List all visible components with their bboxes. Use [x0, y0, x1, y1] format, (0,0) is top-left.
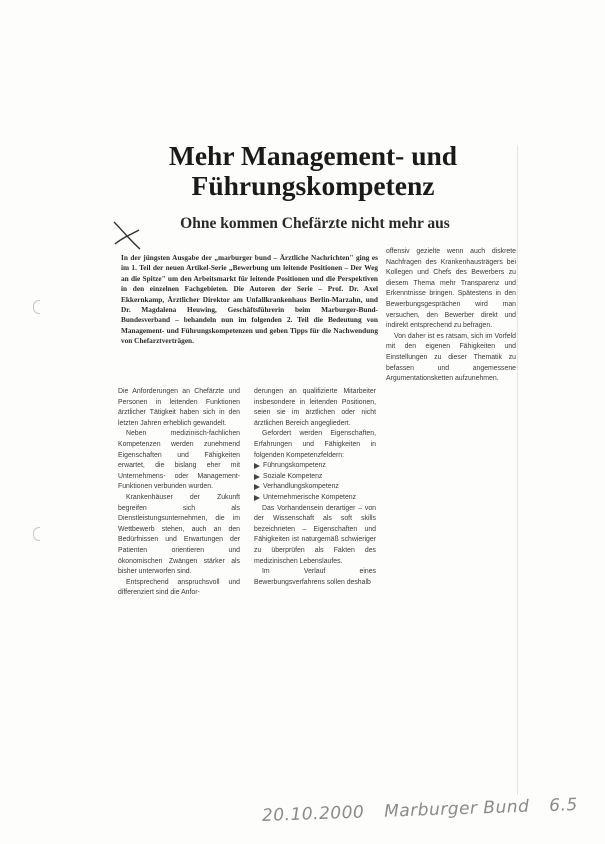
punch-hole-top	[33, 300, 40, 314]
column2-paragraph: derungen an qualifizierte Mitarbeiter insbesondere in leitenden Positionen, seien sie im ärztlichen oder nicht ärztlichen Bereich angegliedert.	[254, 388, 376, 427]
list-item-label: Soziale Kompetenz	[263, 472, 323, 480]
list-item	[254, 482, 376, 493]
intro-paragraph: In der jüngsten Ausgabe der „marburger bund – Ärztliche Nachrichten" ging es im 1. Teil der neuen Artikel-Serie „Bewerbung um leitende Positionen – Der Weg an die Spitze" um den Arbeitsmarkt für leitende Positionen und die Perspektiven in den einzelnen Fachgebieten. Die Autoren der Serie – Prof. Dr. Axel Ekkernkamp, Ärztlicher Direktor am Unfallkrankenhaus Berlin-Marzahn, und Dr. Magdalena Heuwing, Geschäftsführerin beim Marburger-Bund-Bundesverband – behandeln nun im folgenden 2. Teil die Bedeutung von Management- und Führungskompetenzen und geben Tipps für die Nachwendung von Chefarztverträgen.	[121, 253, 378, 346]
handwritten-source-note	[262, 794, 592, 826]
article-column-2	[254, 387, 376, 588]
competence-list	[254, 461, 376, 503]
pen-cross-mark	[110, 218, 144, 252]
punch-hole-bottom	[33, 527, 40, 541]
headline-line-1: Mehr Management- und	[168, 140, 458, 171]
column3-paragraph: Von daher ist es ratsam, sich im Vorfeld mit den eigenen Fähigkeiten und Einstellungen zu dieser Thematik zu befassen und angemessene Argumentationsketten aufzunehmen.	[386, 332, 516, 383]
column2-paragraph: Gefordert werden Eigenschaften, Erfahrungen und Fähigkeiten in folgenden Kompetenzfeldern:	[254, 430, 376, 459]
list-item-label: Führungskompetenz	[263, 462, 326, 470]
triangle-bullet-icon	[254, 463, 260, 469]
column1-paragraph: Die Anforderungen an Chefärzte und Personen in leitenden Funktionen ärztlicher Tätigkeit haben sich in den letzten Jahren erheblich gewandelt.	[118, 388, 240, 427]
subheadline: Ohne kommen Chefärzte nicht mehr aus	[180, 215, 450, 232]
handwritten-date: 20.10.2000	[261, 802, 365, 826]
handwritten-page: 6.5	[548, 794, 579, 816]
headline-line-2: Führungskompetenz	[191, 170, 435, 201]
article-column-3	[386, 247, 516, 385]
list-item	[254, 493, 376, 504]
list-item	[254, 461, 376, 472]
column1-paragraph: Entsprechend anspruchsvoll und differenziert sind die Anfor-	[118, 578, 240, 597]
triangle-bullet-icon	[254, 474, 260, 480]
column1-paragraph: Krankenhäuser der Zukunft begreifen sich als Dienstleistungsunternehmen, die im Wettbewerb stehen, auch an den Bedürfnissen und Erwartungen der Patienten orientieren und ökonomischen Zwängen stärker als bisher unterworfen sind.	[118, 493, 240, 576]
list-item	[254, 472, 376, 483]
column1-paragraph: Neben medizinisch-fachlichen Kompetenzen werden zunehmend Eigenschaften und Fähigkeiten erwartet, die bislang eher mit Unternehmens- oder Management-Funktionen verbunden wurden.	[118, 430, 240, 491]
article-column-1	[118, 387, 240, 599]
triangle-bullet-icon	[254, 495, 260, 501]
list-item-label: Unternehmerische Kompetenz	[263, 493, 357, 501]
column2-paragraph: Im Verlauf eines Bewerbungsverfahrens sollen deshalb	[254, 568, 376, 586]
column2-paragraph: Das Vorhandensein derartiger – von der Wissenschaft als soft skills bezeichneten – Eigenschaften und Fähigkeiten ist naturgemäß schwieriger zu überprüfen als Fakten des medizinischen Lebenslaufes.	[254, 504, 376, 565]
handwritten-source: Marburger Bund	[383, 796, 530, 822]
column3-paragraph: offensiv gezielte wenn auch diskrete Nachfragen des Krankenhausträgers bei Kollegen und Chefs des Bewerbers zu diesem Thema mehr Transparenz und Erkenntnisse bringen. Spätestens in den Bewerbungsgesprächen wird man versuchen, den Bewerber direkt und indirekt entsprechend zu befragen.	[386, 248, 516, 330]
list-item-label: Verhandlungskompetenz	[263, 483, 339, 491]
triangle-bullet-icon	[254, 484, 260, 490]
column-divider	[517, 145, 518, 795]
headline	[128, 141, 498, 201]
